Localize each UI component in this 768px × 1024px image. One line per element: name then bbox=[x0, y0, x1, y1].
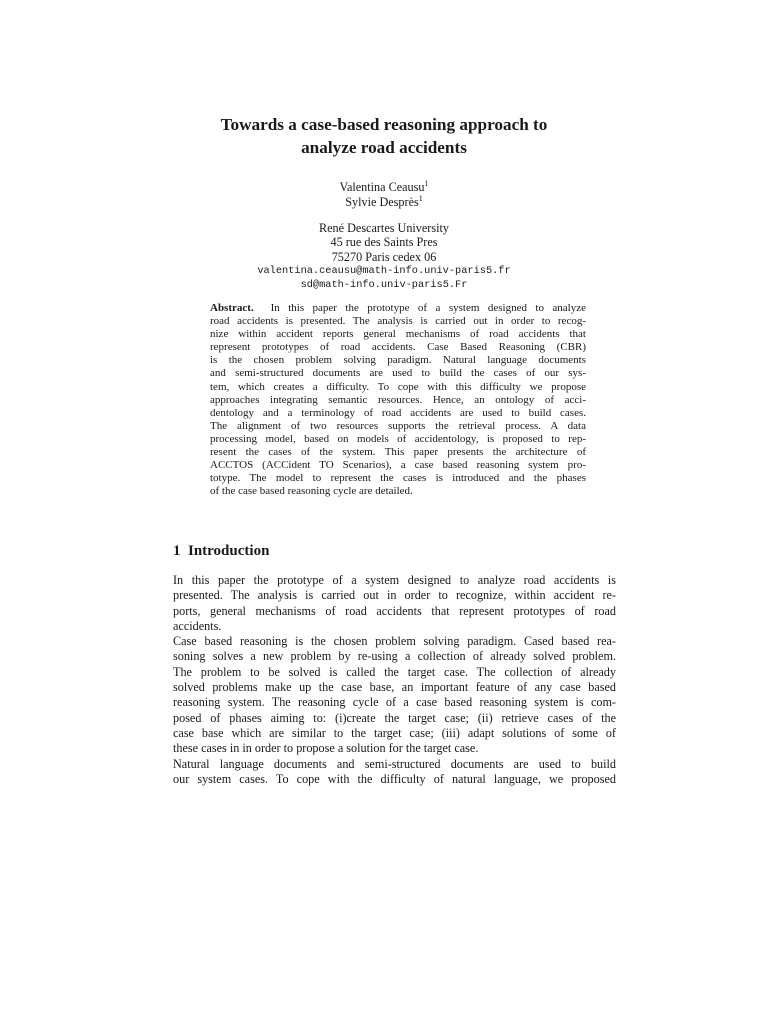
affiliation-mark: 1 bbox=[424, 178, 429, 188]
affiliation-block bbox=[0, 221, 768, 292]
abstract-line: represent prototypes of road accidents. Case Based Reasoning (CBR) bbox=[210, 341, 586, 354]
abstract-line: ACCTOS (ACCident TO Scenarios), a case based reasoning system pro- bbox=[210, 459, 586, 472]
body-line: presented. The analysis is carried out in order to recognize, within accident re- bbox=[173, 588, 616, 603]
section-number: 1 bbox=[173, 543, 181, 559]
abstract-line: approaches integrating semantic resources. Hence, an ontology of acci- bbox=[210, 393, 586, 406]
title-line: Towards a case-based reasoning approach to bbox=[220, 115, 548, 134]
author-name: Valentina Ceausu bbox=[339, 180, 425, 194]
author bbox=[0, 180, 768, 195]
body-line: The problem to be solved is called the target case. The collection of already bbox=[173, 664, 616, 679]
abstract-line: is the chosen problem solving paradigm. Natural language documents bbox=[210, 354, 586, 367]
abstract bbox=[210, 302, 586, 498]
email-address: sd@math-info.univ-paris5.Fr bbox=[300, 279, 468, 292]
author bbox=[0, 195, 768, 210]
title-line: analyze road accidents bbox=[301, 138, 467, 157]
author-list bbox=[0, 180, 768, 210]
body-line: accidents. bbox=[173, 618, 222, 633]
body-line: solved problems make up the case base, an important feature of any case based bbox=[173, 680, 616, 695]
abstract-line bbox=[210, 302, 586, 315]
city-address: 75270 Paris cedex 06 bbox=[331, 249, 437, 264]
street-address: 45 rue des Saints Pres bbox=[330, 235, 438, 250]
abstract-line: of the case based reasoning cycle are detailed. bbox=[210, 485, 413, 498]
section-heading bbox=[173, 541, 269, 561]
paper-title bbox=[0, 113, 768, 159]
body-line: soning solves a new problem by re-using a collection of already solved problem. bbox=[173, 649, 616, 664]
body-line: case base which are similar to the target case; (iii) adapt solutions of some of bbox=[173, 725, 616, 740]
abstract-text: In this paper the prototype of a system designed to analyze bbox=[270, 302, 586, 314]
abstract-line: totype. The model to represent the cases is introduced and the phases bbox=[210, 472, 586, 485]
body-line: reasoning system. The reasoning cycle of a case based reasoning system is com- bbox=[173, 695, 616, 710]
abstract-line: tem, which creates a difficulty. To cope with this difficulty we propose bbox=[210, 380, 586, 393]
body-line: ports, general mechanisms of road accidents that represent prototypes of road bbox=[173, 603, 616, 618]
email-address: valentina.ceausu@math-info.univ-paris5.fr bbox=[257, 264, 511, 277]
abstract-label: Abstract. bbox=[210, 302, 254, 314]
abstract-line: dentology and a terminology of road accidents are used to build cases. bbox=[210, 406, 586, 419]
abstract-line: road accidents is presented. The analysis is carried out in order to recog- bbox=[210, 315, 586, 328]
abstract-line: nize within accident reports general mechanisms of road accidents that bbox=[210, 328, 586, 341]
body-line: our system cases. To cope with the difficulty of natural language, we proposed bbox=[173, 771, 616, 786]
body-line: Case based reasoning is the chosen problem solving paradigm. Cased based rea- bbox=[173, 634, 616, 649]
body-line: Natural language documents and semi-structured documents are used to build bbox=[173, 756, 616, 771]
body-line: In this paper the prototype of a system designed to analyze road accidents is bbox=[173, 573, 616, 587]
section-body bbox=[173, 573, 616, 787]
affiliation-mark: 1 bbox=[418, 193, 423, 203]
body-line: these cases in in order to propose a solution for the target case. bbox=[173, 741, 479, 756]
abstract-line: resent the cases of the system. This paper presents the architecture of bbox=[210, 446, 586, 459]
abstract-line: The alignment of two resources supports the retrieval process. A data bbox=[210, 419, 586, 432]
author-name: Sylvie Desprès bbox=[345, 195, 419, 209]
institution: René Descartes University bbox=[319, 221, 449, 235]
abstract-line: and semi-structured documents are used to build the cases of our sys- bbox=[210, 367, 586, 380]
abstract-line: processing model, based on models of accidentology, is proposed to rep- bbox=[210, 432, 586, 445]
section-title: Introduction bbox=[188, 543, 270, 559]
body-line: posed of phases aiming to: (i)create the target case; (ii) retrieve cases of the bbox=[173, 710, 616, 725]
